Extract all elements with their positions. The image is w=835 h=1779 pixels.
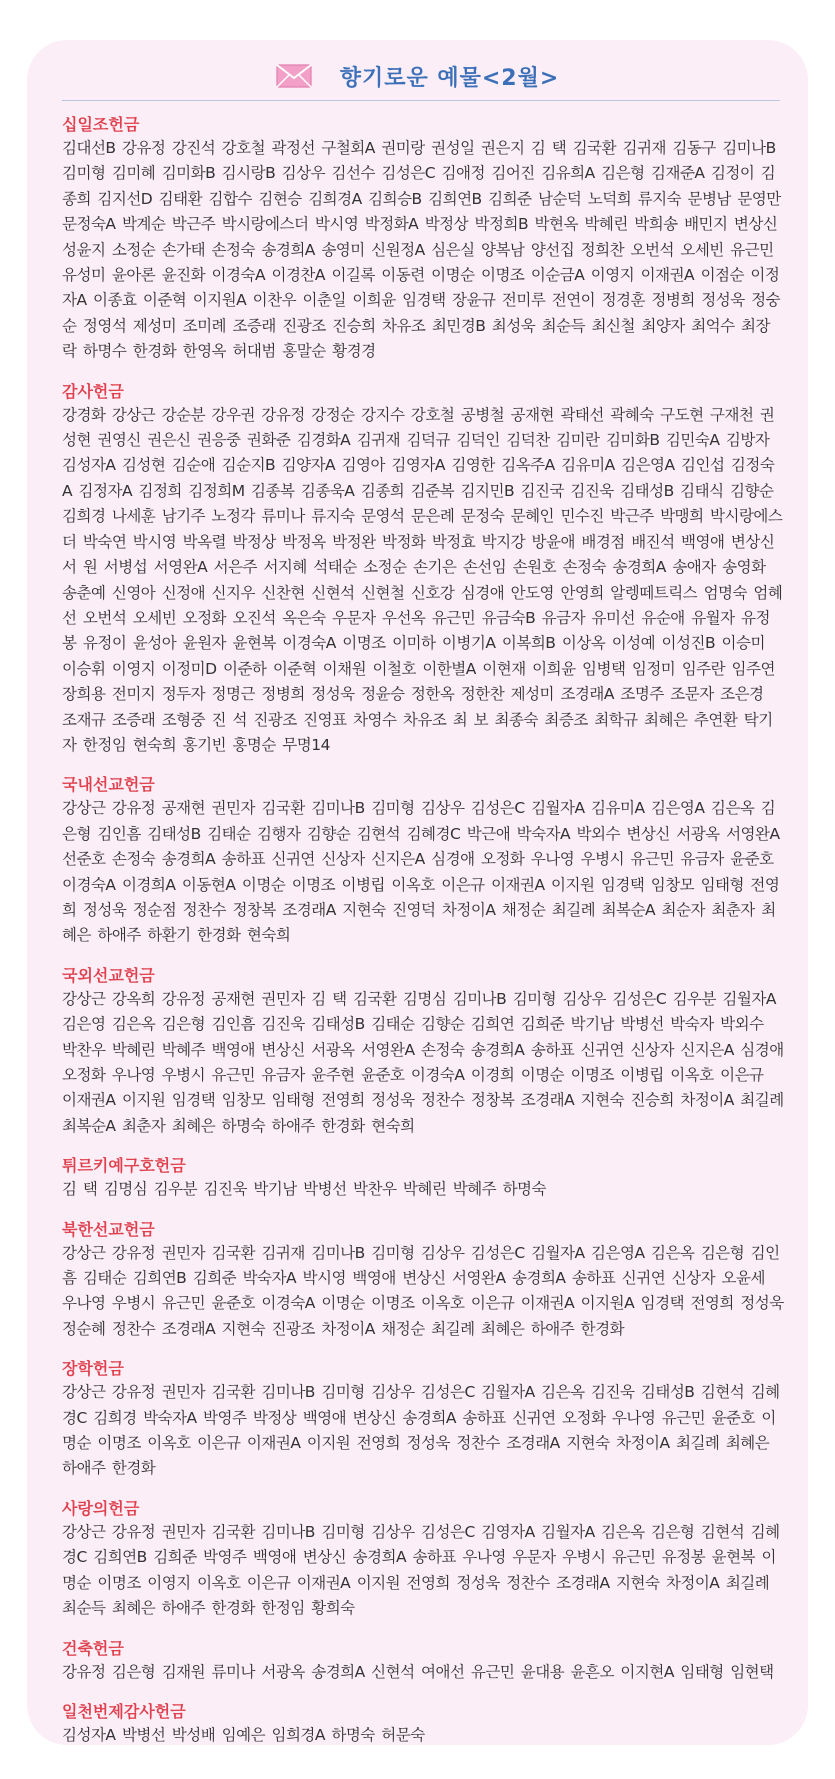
- donor-names: 강유정 김은형 김재원 류미나 서광옥 송경희A 신현석 여애선 유근민 윤대용 윤흔오 이지현A 임태형 임현택: [62, 1662, 774, 1681]
- section-title: 국외선교헌금: [62, 965, 155, 985]
- title-divider: [62, 100, 780, 101]
- section-title: 튀르키예구호헌금: [62, 1156, 186, 1176]
- donor-names: 강상근 강유정 공재현 권민자 김국환 김미나B 김미형 김상우 김성은C 김월자A 김유미A 김은영A 김은옥 김은형 김인흠 김태성B 김태순 김행자 김향순 김현석 김혜경C 박근애 박숙자A 박외수 변상신 서광옥 서영완A 선준호 손정숙 송경희A 송하표 신귀연 신상자 신지은A 심경애 오정화 우나영 우병시 유근민 유금자 윤준호 이경숙A 이경희A 이동현A 이명순 이명조 이병립 이옥호 이은규 이재권A 이지원 임경택 임창모 임태형 전영희 정성욱 정순점 정찬수 정창복 조경래A 지현숙 진영덕 차정이A 채정순 최길례 최복순A 최순자 최춘자 최혜은 하애주 하환기 한경화 현숙희: [62, 799, 780, 945]
- sections-list: [62, 106, 784, 1764]
- section-tithe: [62, 114, 784, 365]
- card-header: [27, 52, 808, 100]
- section-title: 장학헌금: [62, 1359, 124, 1379]
- page-title: 향기로운 예물<2월>: [339, 65, 560, 91]
- section-title: 사랑의헌금: [62, 1498, 140, 1518]
- donor-names: 김 택 김명심 김우분 김진욱 박기남 박병선 박찬우 박혜린 박혜주 하명숙: [62, 1180, 546, 1199]
- donor-names: 강경화 강상근 강순분 강우권 강유정 강정순 강지수 강호철 공병철 공재현 곽태선 곽혜숙 구도현 구재천 권성현 권영신 권은신 권응중 권화준 김경화A 김귀재 김덕규 김덕인 김덕찬 김미란 김미화B 김민숙A 김방자 김성자A 김성현 김순애 김순지B 김양자A 김영아 김영자A 김영한 김옥주A 김유미A 김은영A 김인섭 김정숙A 김정자A 김정희 김정희M 김종복 김종욱A 김종희 김준복 김지민B 김진국 김진욱 김태성B 김태식 김향순 김희경 나세훈 남기주 노정각 류미나 류지숙 문영석 문은례 문정숙 문혜인 민수진 박근주 박맹희 박시랑에스더 박숙연 박시영 박옥렬 박정상 박정옥 박정완 박정화 박정효 박지강 방윤애 배경점 배진석 백영애 변상신 서 원 서병섭 서영완A 서은주 서지혜 석태순 소정순 손기은 손선임 손원호 손정숙 송경희A 송애자 송영화 송춘예 신영아 신정애 신지우 신찬현 신현석 신현철 신호강 심경애 안도영 안영희 알렝떼트릭스 엄명숙 엄혜선 오번석 오세빈 오정화 오진석 옥은숙 우문자 우선옥 유근민 유금숙B 유금자 유미선 유순애 유월자 유정봉 유정이 윤성아 윤원자 윤현복 이경숙A 이명조 이미하 이병기A 이복희B 이상옥 이성예 이성진B 이승미 이승휘 이영지 이정미D 이준하 이준혁 이채원 이철호 이한별A 이현재 이희윤 임병택 임정미 임주란 임주연 장희용 전미지 정두자 정명근 정병희 정성욱 정윤승 정한옥 정한찬 제성미 조경래A 조명주 조문자 조은경 조재규 조증래 조형중 진 석 진광조 진영표 차영수 차유조 최 보 최종숙 최증조 최학규 최혜은 추연환 탁기자 한정임 현숙희 홍기빈 홍명순 무명14: [62, 405, 783, 754]
- section-thanksgiving: [62, 381, 784, 759]
- section-thousand-burnt-offering: [62, 1701, 784, 1748]
- section-overseas-mission: [62, 965, 784, 1139]
- donor-names: 김성자A 박병선 박성배 임예은 임희경A 하명숙 허문숙: [62, 1725, 425, 1744]
- section-scholarship: [62, 1358, 784, 1482]
- donor-names: 김대선B 강유정 강진석 강호철 곽정선 구철회A 권미랑 권성일 권은지 김 택 김국환 김귀재 김동구 김미나B 김미형 김미혜 김미화B 김시랑B 김상우 김선수 김성은C 김애정 김어진 김유희A 김은형 김재준A 김정이 김종희 김지선D 김태환 김합수 김현승 김희경A 김희승B 김희연B 김희준 남순덕 노덕희 류지숙 문병남 문영만 문정숙A 박계순 박근주 박시랑에스더 박시영 박정화A 박정상 박정희B 박현옥 박혜린 박희송 배민지 변상신 성윤지 소정순 손가태 손정숙 송경희A 송영미 신원정A 심은실 양복남 양선집 정희찬 오번석 오세빈 유근민 유성미 윤아론 윤진화 이경숙A 이경찬A 이길록 이동련 이명순 이명조 이순금A 이영지 이재권A 이점순 이정자A 이종효 이준혁 이지원A 이찬우 이춘일 이희윤 임경택 장윤규 전미루 전연이 정경훈 정병희 정성욱 정숭순 정영석 제성미 조미례 조증래 진광조 진승희 차유조 최민경B 최성욱 최순득 최신철 최양자 최억수 최장락 하명수 한경화 한영옥 허대범 홍말순 황경경: [62, 139, 781, 361]
- offering-card: [27, 40, 808, 1745]
- section-title: 일천번제감사헌금: [62, 1701, 186, 1721]
- donor-names: 강상근 강유정 권민자 김국환 김미나B 김미형 김상우 김성은C 김영자A 김월자A 김은옥 김은형 김현석 김혜경C 김희연B 김희준 박영주 백영애 변상신 송경희A 송하표 우나영 우문자 우병시 유근민 유정봉 윤현복 이명순 이명조 이영지 이옥호 이은규 이재권A 이지원 전영희 정성욱 정찬수 조경래A 지현숙 차정이A 최길례 최순득 최혜은 하애주 한경화 한정임 황희숙: [62, 1522, 780, 1618]
- donor-names: 강상근 강옥희 강유정 공재현 권민자 김 택 김국환 김명심 김미나B 김미형 김상우 김성은C 김우분 김월자A 김은영 김은옥 김은형 김인흠 김진욱 김태성B 김태순 김향순 김희연 김희준 박기남 박병선 박숙자 박외수 박찬우 박혜린 박혜주 백영애 변상신 서광옥 서영완A 손정숙 송경희A 송하표 신귀연 신상자 신지은A 심경애 오정화 우나영 우병시 유근민 유금자 윤주현 윤준호 이경숙A 이경희 이명순 이명조 이병립 이옥호 이은규 이재권A 이지원 임경택 임창모 임태형 전영희 정성욱 정찬수 정창복 조경래A 지현숙 진승희 차정이A 최길례 최복순A 최춘자 최혜은 하명숙 하애주 한경화 현숙희: [62, 989, 784, 1135]
- section-title: 건축헌금: [62, 1638, 124, 1658]
- donor-names: 강상근 강유정 권민자 김국환 김귀재 김미나B 김미형 김상우 김성은C 김월자A 김은영A 김은옥 김은형 김인흠 김태순 김희연B 김희준 박숙자A 박시영 백영애 변상신 서영완A 송경희A 송하표 신귀연 신상자 오윤세 우나영 우병시 유근민 윤준호 이경숙A 이명순 이명조 이옥호 이은규 이재권A 이지원A 임경택 전영희 정성욱 정순혜 정찬수 조경래A 지현숙 진광조 차정이A 채정순 최길례 최혜은 하애주 한경화: [62, 1243, 784, 1338]
- section-title: 국내선교헌금: [62, 775, 155, 795]
- section-title: 십일조헌금: [62, 115, 140, 134]
- section-domestic-mission: [62, 774, 784, 948]
- section-title: 북한선교헌금: [62, 1219, 155, 1239]
- section-building: [62, 1638, 784, 1685]
- section-turkiye-relief: [62, 1155, 784, 1202]
- envelope-icon: [276, 64, 312, 88]
- donor-names: 강상근 강유정 권민자 김국환 김미나B 김미형 김상우 김성은C 김월자A 김은옥 김진욱 김태성B 김현석 김혜경C 김희경 박숙자A 박영주 박정상 백영애 변상신 송경희A 송하표 신귀연 오정화 우나영 유근민 윤준호 이명순 이명조 이옥호 이은규 이재권A 이지원 전영희 정성욱 정찬수 조경래A 지현숙 차정이A 최길례 최혜은 하애주 한경화: [62, 1383, 780, 1478]
- section-north-korea-mission: [62, 1219, 784, 1343]
- section-love: [62, 1498, 784, 1622]
- section-title: 감사헌금: [62, 381, 124, 401]
